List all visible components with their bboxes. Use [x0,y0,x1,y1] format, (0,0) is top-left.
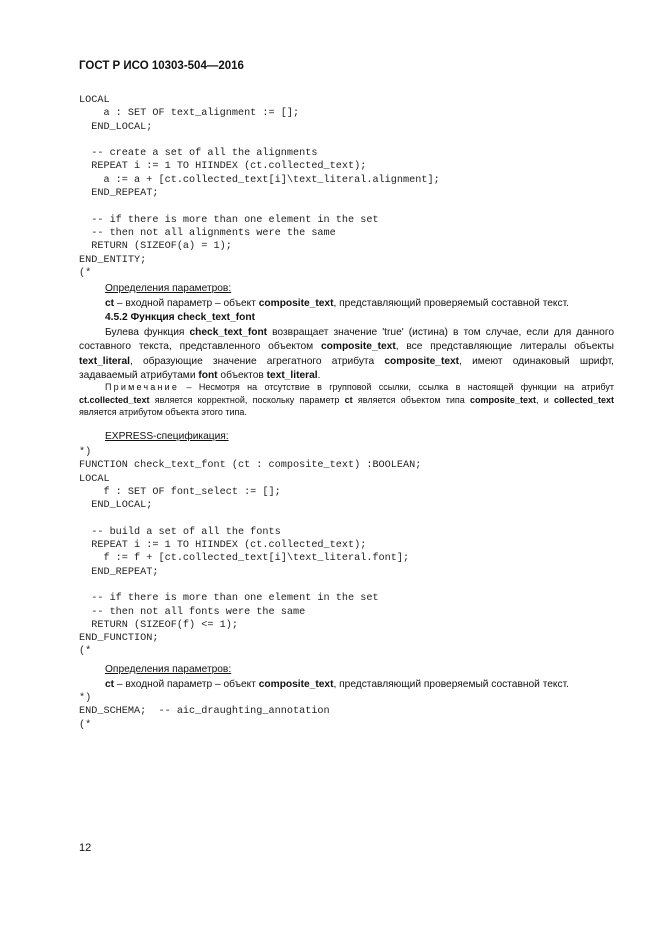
param-definitions-1 [79,282,614,384]
page-number: 12 [79,842,92,854]
param-ct-definition: ct – входной параметр – объект composite_text, представляющий проверяемый составной текст. [105,678,569,690]
code-line: -- if there is more than one element in the set [79,214,379,226]
code-line: f : SET OF font_select := []; [79,486,281,498]
code-line: RETURN (SIZEOF(f) <= 1); [79,619,238,631]
code-line: a : SET OF text_alignment := []; [79,108,300,120]
code-line: -- then not all alignments were the same [79,227,336,239]
code-line: END_ENTITY; [79,254,147,266]
code-line: LOCAL [79,473,110,485]
code-line: END_LOCAL; [79,121,153,133]
code-line: END_REPEAT; [79,188,159,200]
code-block-function [79,446,421,659]
code-line: -- if there is more than one element in the set [79,593,379,605]
code-line: FUNCTION check_text_font (ct : composite_text) :BOOLEAN; [79,460,422,472]
param-heading: Определения параметров: [105,283,232,294]
param-definitions-2 [79,663,614,692]
code-line: LOCAL [79,95,110,106]
subsection-heading: 4.5.2 Функция check_text_font [105,312,255,323]
code-line: (* [79,267,92,279]
param-ct-definition: ct – входной параметр – объект composite_text, представляющий проверяемый составной текст. [105,297,569,309]
code-line: END_LOCAL; [79,500,153,512]
param-heading: Определения параметров: [105,664,232,675]
code-block-entity-end [79,94,440,280]
code-block-schema-end [79,692,330,732]
code-line: (* [79,719,92,731]
code-line: END_SCHEMA; -- aic_draughting_annotation [79,706,330,718]
code-line: f := f + [ct.collected_text[i]\text_literal.font]; [79,553,410,565]
express-spec-heading: EXPRESS-спецификация: [105,431,229,442]
code-line: REPEAT i := 1 TO HIINDEX (ct.collected_text); [79,540,367,552]
function-description: Булева функция check_text_font возвращает значение 'true' (истина) в том случае, если для данного составного текста, представленного объектом composite_text, все представляющие литералы объекты text_literal, образующие значение агрегатного атрибута composite_text, имеют одинаковый шрифт, задаваемый атрибутами font объектов text_literal. [79,326,615,381]
code-line: -- create a set of all the alignments [79,148,318,160]
code-line: REPEAT i := 1 TO HIINDEX (ct.collected_text); [79,161,367,173]
document-header: ГОСТ Р ИСО 10303-504—2016 [79,60,244,72]
note-paragraph: Примечание – Несмотря на отсутствие в групповой ссылки, ссылка в настоящей функции на атрибут ct.collected_text является корректной, поскольку параметр ct является объектом типа composite_text, и collected_text является атрибутом объекта этого типа. [79,382,614,417]
code-line: -- build a set of all the fonts [79,526,281,538]
code-line: -- then not all fonts were the same [79,606,306,618]
code-line: a := a + [ct.collected_text[i]\text_literal.alignment]; [79,174,440,186]
code-line: END_FUNCTION; [79,633,159,645]
code-line: END_REPEAT; [79,566,159,578]
code-line: RETURN (SIZEOF(a) = 1); [79,241,232,253]
code-line: *) [79,693,92,704]
code-line: *) [79,447,92,458]
code-line: (* [79,646,92,658]
